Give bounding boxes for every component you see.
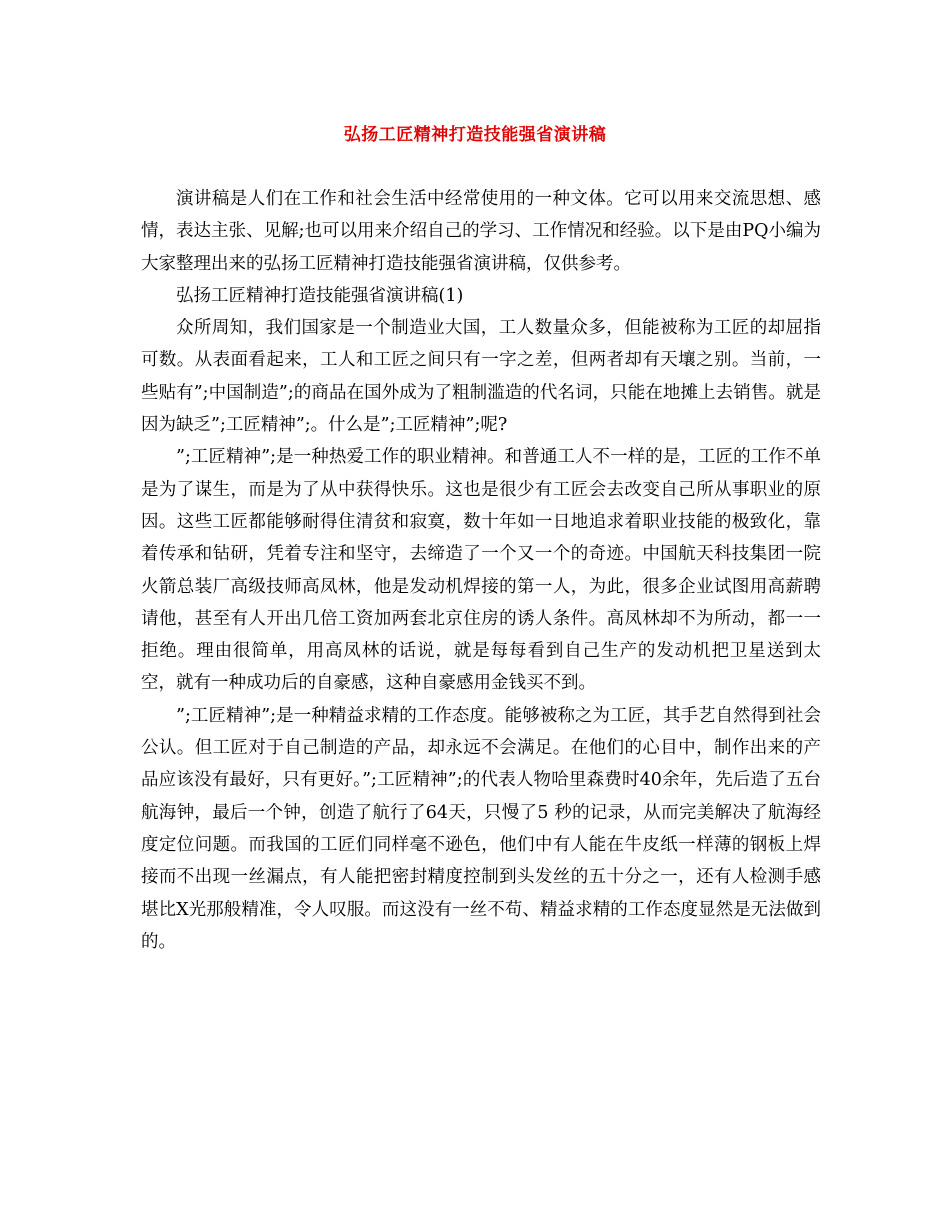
paragraph-work-attitude: ”;工匠精神”;是一种精益求精的工作态度。能够被称之为工匠，其手艺自然得到社会公认。但工匠对于自己制造的产品，却永远不会满足。在他们的心目中，制作出来的产品应该没有最好，只有更好。”;工匠精神”;的代表人物哈里森费时40余年，先后造了五台航海钟，最后一个钟，创造了航行了64天，只慢了5 秒的记录，从而完美解决了航海经度定位问题。而我国的工匠们同样毫不逊色，他们中有人能在牛皮纸一样薄的钢板上焊接而不出现一丝漏点，有人能把密封精度控制到头发丝的五十分之一，还有人检测手感堪比X光那般精准，令人叹服。而这没有一丝不苟、精益求精的工作态度显然是无法做到的。 <box>141 705 821 952</box>
paragraph-opening: 众所周知，我们国家是一个制造业大国，工人数量众多，但能被称为工匠的却屈指可数。从表面看起来，工人和工匠之间只有一字之差，但两者却有天壤之别。当前，一些贴有”;中国制造”;的商品在国外成为了粗制滥造的代名词，只能在地摊上去销售。就是因为缺乏”;工匠精神”;。什么是”;工匠精神”;呢? <box>141 318 821 436</box>
paragraph-subheading: 弘扬工匠精神打造技能强省演讲稿(1) <box>176 285 464 306</box>
document-body <box>141 183 821 958</box>
paragraph-professional-spirit: ”;工匠精神”;是一种热爱工作的职业精神。和普通工人不一样的是，工匠的工作不单是为了谋生，而是为了从中获得快乐。这也是很少有工匠会去改变自己所从事职业的原因。这些工匠都能够耐得住清贫和寂寞，数十年如一日地追求着职业技能的极致化，靠着传承和钻研，凭着专注和坚守，去缔造了一个又一个的奇迹。中国航天科技集团一院火箭总装厂高级技师高凤林，他是发动机焊接的第一人，为此，很多企业试图用高薪聘请他，甚至有人开出几倍工资加两套北京住房的诱人条件。高凤林却不为所动，都一一拒绝。理由很简单，用高凤林的话说，就是每每看到自己生产的发动机把卫星送到太空，就有一种成功后的自豪感，这种自豪感用金钱买不到。 <box>141 447 821 694</box>
document-title: 弘扬工匠精神打造技能强省演讲稿 <box>343 125 607 145</box>
paragraph-intro: 演讲稿是人们在工作和社会生活中经常使用的一种文体。它可以用来交流思想、感情，表达主张、见解;也可以用来介绍自己的学习、工作情况和经验。以下是由PQ小编为大家整理出来的弘扬工匠精神打造技能强省演讲稿，仅供参考。 <box>141 189 821 274</box>
